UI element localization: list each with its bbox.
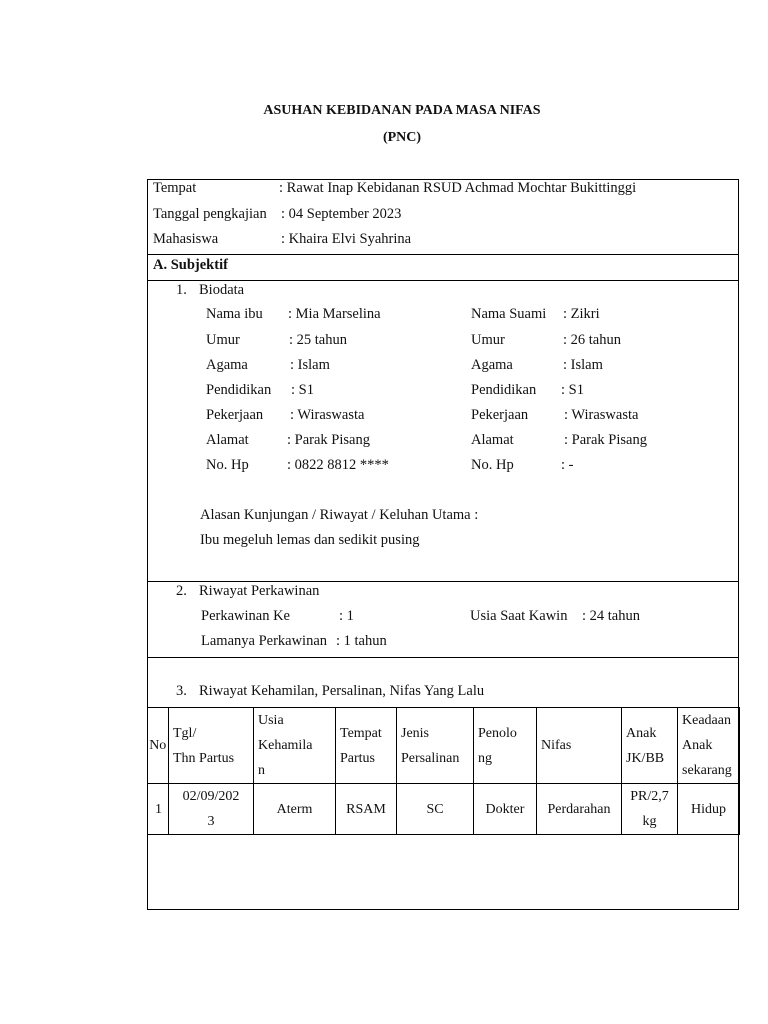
column-header: Keadaan Anak sekarang — [678, 708, 740, 784]
ibu-value: : Parak Pisang — [287, 432, 370, 448]
section-a-title: A. Subjektif — [153, 257, 228, 273]
biodata-number: 1. — [176, 282, 187, 298]
cell-penolong: Dokter — [474, 784, 537, 835]
alasan-label: Alasan Kunjungan / Riwayat / Keluhan Utama : — [200, 507, 479, 523]
suami-label: Nama Suami — [471, 306, 547, 322]
cell-tgl: 02/09/202 3 — [169, 784, 254, 835]
perkawinan-number: 2. — [176, 583, 187, 599]
kehamilan-number: 3. — [176, 683, 187, 699]
lama-perkawinan-value: : 1 tahun — [336, 633, 387, 649]
tempat-value: : Rawat Inap Kebidanan RSUD Achmad Mochtar Bukittinggi — [279, 180, 637, 196]
perkawinan-ke-label: Perkawinan Ke — [201, 608, 290, 624]
ibu-value: : Wiraswasta — [290, 407, 365, 423]
cell-anak: PR/2,7 kg — [622, 784, 678, 835]
table-header-row — [148, 708, 740, 784]
ibu-label: Agama — [206, 357, 248, 373]
ibu-label: Pekerjaan — [206, 407, 264, 423]
ibu-label: Pendidikan — [206, 382, 272, 398]
ibu-value: : S1 — [291, 382, 314, 398]
ibu-value: : Islam — [290, 357, 330, 373]
riwayat-kehamilan-table — [147, 707, 740, 835]
column-header: Tgl/ Thn Partus — [169, 708, 254, 784]
column-header: Anak JK/BB — [622, 708, 678, 784]
column-header: Penolo ng — [474, 708, 537, 784]
suami-label: Pendidikan — [471, 382, 537, 398]
ibu-label: Nama ibu — [206, 306, 263, 322]
suami-value: : Islam — [563, 357, 603, 373]
tanggal-label: Tanggal pengkajian — [153, 206, 267, 222]
suami-value: : Zikri — [563, 306, 600, 322]
suami-value: : - — [561, 457, 574, 473]
ibu-value: : Mia Marselina — [288, 306, 381, 322]
biodata-heading: Biodata — [199, 282, 245, 298]
suami-label: Umur — [471, 332, 505, 348]
document-subtitle: (PNC) — [382, 130, 422, 145]
suami-value: : S1 — [561, 382, 584, 398]
ibu-value: : 0822 8812 **** — [287, 457, 389, 473]
perkawinan-ke-value: : 1 — [339, 608, 354, 624]
mahasiswa-value: : Khaira Elvi Syahrina — [281, 231, 412, 247]
column-header: Tempat Partus — [336, 708, 397, 784]
ibu-label: No. Hp — [206, 457, 249, 473]
column-header: Usia Kehamila n — [254, 708, 336, 784]
mahasiswa-label: Mahasiswa — [153, 231, 219, 247]
cell-usia: Aterm — [254, 784, 336, 835]
ibu-label: Alamat — [206, 432, 249, 448]
suami-label: Alamat — [471, 432, 514, 448]
column-header: No — [148, 708, 169, 784]
ibu-label: Umur — [206, 332, 240, 348]
perkawinan-heading: Riwayat Perkawinan — [199, 583, 320, 599]
document-title: ASUHAN KEBIDANAN PADA MASA NIFAS — [263, 103, 541, 118]
cell-jenis: SC — [397, 784, 474, 835]
table-row — [148, 784, 740, 835]
divider — [147, 657, 739, 658]
cell-tempat: RSAM — [336, 784, 397, 835]
column-header: Jenis Persalinan — [397, 708, 474, 784]
usia-kawin-value: : 24 tahun — [582, 608, 640, 624]
usia-kawin-label: Usia Saat Kawin — [470, 608, 568, 624]
suami-value: : Wiraswasta — [564, 407, 639, 423]
cell-keadaan: Hidup — [678, 784, 740, 835]
divider — [147, 254, 739, 255]
alasan-value: Ibu megeluh lemas dan sedikit pusing — [200, 532, 420, 548]
kehamilan-heading: Riwayat Kehamilan, Persalinan, Nifas Yang Lalu — [199, 683, 485, 699]
tempat-label: Tempat — [153, 180, 197, 196]
tanggal-value: : 04 September 2023 — [281, 206, 402, 222]
cell-no: 1 — [148, 784, 169, 835]
lama-perkawinan-label: Lamanya Perkawinan — [201, 633, 328, 649]
suami-value: : 26 tahun — [563, 332, 621, 348]
suami-label: No. Hp — [471, 457, 514, 473]
ibu-value: : 25 tahun — [289, 332, 347, 348]
column-header: Nifas — [537, 708, 622, 784]
cell-nifas: Perdarahan — [537, 784, 622, 835]
suami-value: : Parak Pisang — [564, 432, 647, 448]
suami-label: Pekerjaan — [471, 407, 529, 423]
suami-label: Agama — [471, 357, 513, 373]
